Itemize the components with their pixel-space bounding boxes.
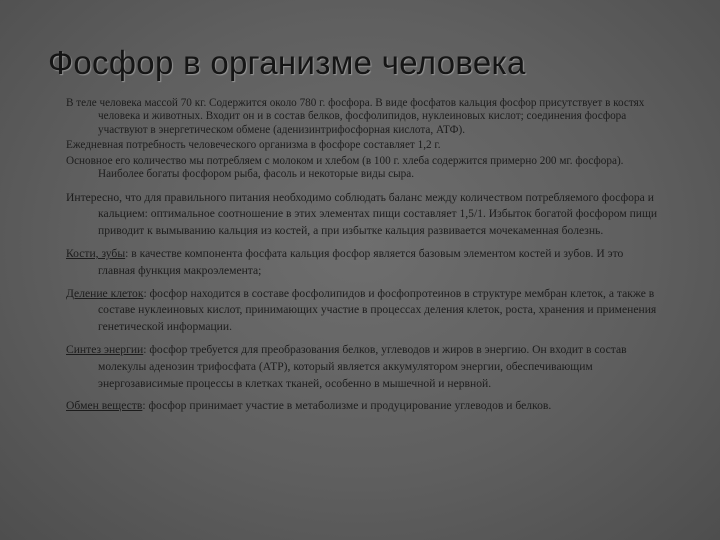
term-bones: Кости, зубы [66, 247, 126, 261]
text-bones: : в качестве компонента фосфата кальция фосфор является базовым элементом костей и зубов. И это главная функция макроэлемента; [98, 247, 624, 277]
paragraph-daily-need: Ежедневная потребность человеческого организма в фосфоре составляет 1,2 г. [66, 139, 441, 152]
paragraph-bones [66, 246, 660, 280]
term-energy: Синтез энергии [66, 343, 144, 356]
slide-title: Фосфор в организме человека [48, 44, 526, 81]
term-metabolism: Обмен веществ [66, 399, 143, 413]
paragraph-sources: Основное его количество мы потребляем с молоком и хлебом (в 100 г. хлеба содержится примерно 200 мг. фосфора). Наиболее богаты фосфором рыба, фасоль и некоторые виды сыра. [66, 154, 624, 181]
term-cell-division: Деление клеток [66, 286, 144, 300]
slide-content [66, 97, 660, 421]
paragraph-composition: В теле человека массой 70 кг. Содержится около 780 г. фосфора. В виде фосфатов кальция фосфор присутствует в костях человека и животных. Входит он и в состав белков, фосфолипидов, нуклеиновых кислот; соединения фосфора участвуют в энергетическом обмене (аденизинтрифосфорная кислота, АТФ). [66, 97, 645, 136]
text-cell-division: : фосфор находится в составе фосфолипидов и фосфопротеинов в структуре мембран клеток, а также в составе нуклеиновых кислот, принимающих участие в процессах деления клеток, роста, хранения и применения генетической информации. [98, 286, 657, 334]
text-metabolism: : фосфор принимает участие в метаболизме и продуцирование углеводов и белков. [142, 399, 552, 413]
paragraph-metabolism [66, 398, 660, 415]
paragraph-cell-division [66, 286, 660, 336]
paragraph-balance: Интересно, что для правильного питания необходимо соблюдать баланс между количеством потребляемого фосфора и кальцием: оптимальное соотношение в этих элементах пищи составляет 1,5/1. Избыток богатой фосфором пищи приводит к вымыванию кальция из костей, а при избытке кальция развивается мочекаменная болезнь. [66, 190, 658, 238]
paragraph-energy [66, 342, 660, 392]
text-energy: : фосфор требуется для преобразования белков, углеводов и жиров в энергию. Он входит в состав молекулы аденозин трифосфата (АТР), который является аккумулятором энергии, обеспечивающим энергозависимые процессы в клетках тканей, особенно в мышечной и нервной. [98, 343, 627, 390]
